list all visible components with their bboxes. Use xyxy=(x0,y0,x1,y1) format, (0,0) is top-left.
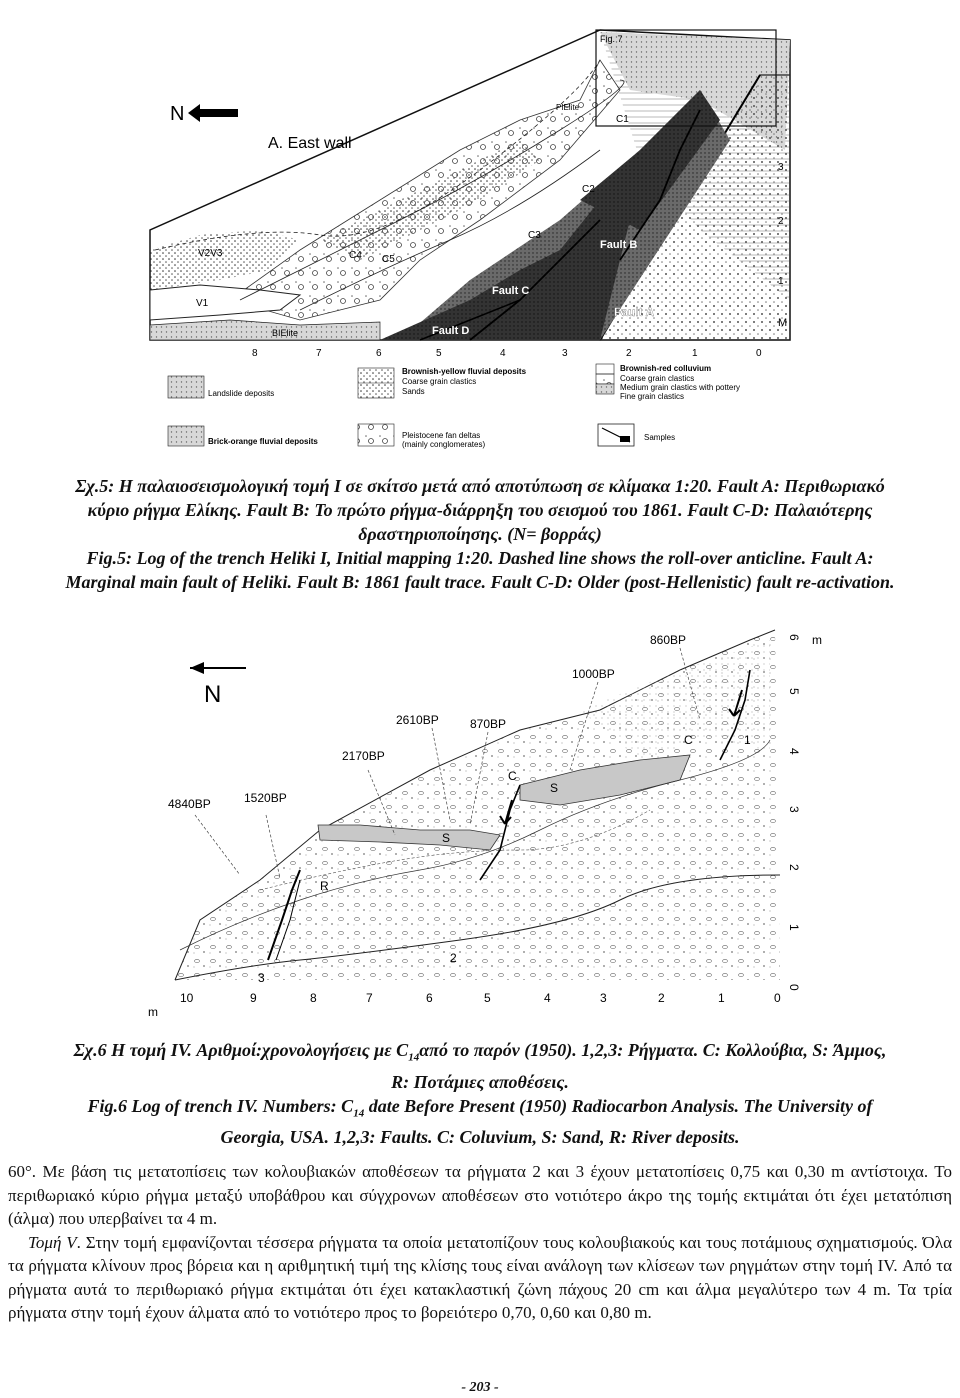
fig5-north-label: N xyxy=(170,103,185,125)
fig6-x-tick: 5 xyxy=(484,991,491,1005)
legend-brownish-yellow: Brownish-yellow fluvial deposits xyxy=(402,367,527,376)
label-c4: C4 xyxy=(349,250,362,261)
legend-coarse: Coarse grain clastics xyxy=(402,377,477,386)
caption6-greek-line-2: R: Ποτάμιες αποθέσεις. xyxy=(391,1071,569,1092)
page-number: - 203 - xyxy=(461,1380,499,1395)
legend-pleistocene: Pleistocene fan deltas xyxy=(402,431,481,440)
fig6-north-label: N xyxy=(204,681,222,708)
figure-5-caption xyxy=(0,474,960,594)
fig6-y-tick: 5 xyxy=(787,688,801,695)
fig6-y-unit: m xyxy=(812,633,822,647)
legend-brick-orange: Brick-orange fluvial deposits xyxy=(208,437,318,446)
fig5-x-tick: 7 xyxy=(316,348,322,359)
fig5-x-tick: 0 xyxy=(756,348,762,359)
caption5-english-line: Fig.5: Log of the trench Heliki I, Initial mapping 1:20. Dashed line shows the roll-over anticline. Fault A: xyxy=(86,548,874,568)
label-fault-a: Fault A xyxy=(614,305,655,319)
sample-label: PIElite xyxy=(556,103,580,112)
fig5-y-tick: 2 xyxy=(778,216,784,227)
fig6-x-tick: 4 xyxy=(544,991,551,1005)
fig6-x-tick: 1 xyxy=(718,991,725,1005)
fig6-x-axis xyxy=(148,991,781,1019)
fig6-x-tick: 10 xyxy=(180,991,194,1005)
label-fault-b: Fault B xyxy=(600,239,638,251)
fig6-x-tick: 8 xyxy=(310,991,317,1005)
label-v2v3: V2V3 xyxy=(198,248,223,259)
legend-sands: Sands xyxy=(402,387,425,396)
fig7-box-label: Fig. 7 xyxy=(600,34,623,44)
label-v1: V1 xyxy=(196,298,209,309)
caption6-english-line-2: Georgia, USA. 1,2,3: Faults. C: Coluvium, S: Sand, R: River deposits. xyxy=(220,1127,740,1148)
fig6-y-tick: 1 xyxy=(787,924,801,931)
paragraph-1: 60°. Με βάση τις μετατοπίσεις των κολουβιακών αποθέσεων τα ρήγματα 2 και 3 έχουν μετατοπίσεις 0,75 και 0,30 m αντίστοιχα. Το περιθωριακό κύριο ρήγμα μεταξύ υποβάθρου και σύγχρονων αποθέσεων στο νοτιότερο άκρο της τομής εκτιμάται ότι έχει μετατόπιση (άλμα) που υπερβαίνει τα 4 m. xyxy=(8,1162,952,1228)
fig6-x-tick: 2 xyxy=(658,991,665,1005)
label-c3: C3 xyxy=(528,230,541,241)
fault-label-3: 3 xyxy=(258,971,265,985)
fig5-x-axis xyxy=(252,348,762,359)
date-1000bp: 1000BP xyxy=(572,667,615,681)
fig6-x-tick: 9 xyxy=(250,991,257,1005)
fig5-y-tick: 3 xyxy=(778,162,784,173)
fig5-x-tick: 6 xyxy=(376,348,382,359)
fault-label-1: 1 xyxy=(744,733,751,747)
fig5-x-tick: 8 xyxy=(252,348,258,359)
fig5-wall-title: A. East wall xyxy=(268,135,352,152)
fig6-x-unit: m xyxy=(148,1005,158,1019)
legend-samples: Samples xyxy=(644,433,676,442)
north-arrow-icon xyxy=(188,104,238,122)
date-2610bp: 2610BP xyxy=(396,713,439,727)
figure-5 xyxy=(0,0,960,460)
legend-br-coarse: Coarse grain clastics xyxy=(620,374,695,383)
label-fault-d: Fault D xyxy=(432,325,470,337)
fig6-y-tick: 3 xyxy=(787,806,801,813)
fig6-x-tick: 6 xyxy=(426,991,433,1005)
caption5-greek-line: Σχ.5: Η παλαιοσεισμολογική τομή Ι σε σκίτσο μετά από αποτύπωση σε κλίμακα 1:20. Fault A: Περιθωριακό xyxy=(75,476,885,496)
date-4840bp: 4840BP xyxy=(168,797,211,811)
date-2170bp: 2170BP xyxy=(342,749,385,763)
fig5-x-tick: 3 xyxy=(562,348,568,359)
caption5-english-line: Marginal main fault of Heliki. Fault B: 1861 fault trace. Fault C-D: Older (post-Hellenistic) fault re-activation. xyxy=(65,572,895,592)
section-lead: Τομή V xyxy=(28,1232,77,1252)
legend-br-medium: Medium grain clastics with pottery xyxy=(620,383,741,392)
fig6-x-tick: 0 xyxy=(774,991,781,1005)
date-860bp: 860BP xyxy=(650,633,687,647)
fig6-x-tick: 3 xyxy=(600,991,607,1005)
label-elite: BIElite xyxy=(272,328,299,338)
fig6-y-tick: 4 xyxy=(787,748,801,755)
date-1520bp: 1520BP xyxy=(244,791,287,805)
label-fault-c: Fault C xyxy=(492,285,530,297)
unit-s2: S xyxy=(550,781,559,795)
legend-landslide: Landslide deposits xyxy=(208,389,275,398)
date-870bp: 870BP xyxy=(470,717,507,731)
label-c2: C2 xyxy=(582,184,595,195)
fig5-x-tick: 1 xyxy=(692,348,698,359)
caption6-english-line-1: Fig.6 Log of trench IV. Numbers: $C_{14}$ date Before Present (1950) Radiocarbon Analysis. The University of xyxy=(87,1095,873,1120)
figure-6 xyxy=(0,620,960,1030)
unit-r: R xyxy=(320,879,329,893)
unit-c1: C xyxy=(508,769,517,783)
label-m: M xyxy=(778,317,788,329)
fig5-x-tick: 2 xyxy=(626,348,632,359)
caption5-greek-line: κύριο ρήγμα Ελίκης. Fault B: Το πρώτο ρήγμα-διάρρηξη του σεισμού του 1861. Fault C-D: Παλαιότερης xyxy=(87,500,873,520)
fig6-north-arrow-icon xyxy=(190,662,204,674)
caption5-greek-line: δραστηριοποίησης. (N= βορράς) xyxy=(358,524,602,544)
label-c1: C1 xyxy=(616,114,629,125)
fig5-y-tick: 1 xyxy=(778,276,784,287)
paragraph-2: Τομή V. Στην τομή εμφανίζονται τέσσερα ρήγματα τα οποία μετατοπίζουν τους κολουβιακούς και τους ποτάμιους σχηματισμούς. Όλα τα ρήγματα κλίνουν προς βόρεια και η αριθμητική τιμή της κλίσης τους είναι ανάλογη των κλίσεων των ρηγμάτων στην τομή IV. Από τα ρήγματα αυτά το περιθωριακό ρήγμα εκτιμάται ότι έχει κατακλαστική ζώνη πάχους 20 cm και άλμα μεγαλύτερο των 4 m. Τα τρία ρήγματα στην τομή έχουν άλματα από το νοτιότερο προς το βορειότερο 0,70, 0,60 και 0,80 m. xyxy=(8,1232,952,1322)
figure-6-caption xyxy=(0,1038,960,1149)
unit-s1: S xyxy=(442,831,451,845)
caption6-greek-line-1: Σχ.6 Η τομή IV. Αριθμοί:χρονολογήσεις με $C_{14}\alpha\pi ό$ το παρόν (1950). 1,2,3: Ρήγματα. C: Κολλούβια, S: Άμμος, xyxy=(73,1040,887,1064)
body-text xyxy=(8,1160,952,1325)
label-c5: C5 xyxy=(382,254,395,265)
fig6-y-axis xyxy=(787,633,822,991)
fig5-legend xyxy=(168,364,740,449)
fig6-y-tick: 0 xyxy=(787,984,801,991)
fig5-x-tick: 5 xyxy=(436,348,442,359)
fault-label-2: 2 xyxy=(450,951,457,965)
unit-c2: C xyxy=(684,733,693,747)
fig5-x-tick: 4 xyxy=(500,348,506,359)
legend-pleistocene-sub: (mainly conglomerates) xyxy=(402,440,486,449)
fig6-x-tick: 7 xyxy=(366,991,373,1005)
fig6-y-tick: 6 xyxy=(787,634,801,641)
legend-brownish-red: Brownish-red colluvium xyxy=(620,364,712,373)
legend-br-fine: Fine grain clastics xyxy=(620,392,685,401)
fig6-y-tick: 2 xyxy=(787,864,801,871)
